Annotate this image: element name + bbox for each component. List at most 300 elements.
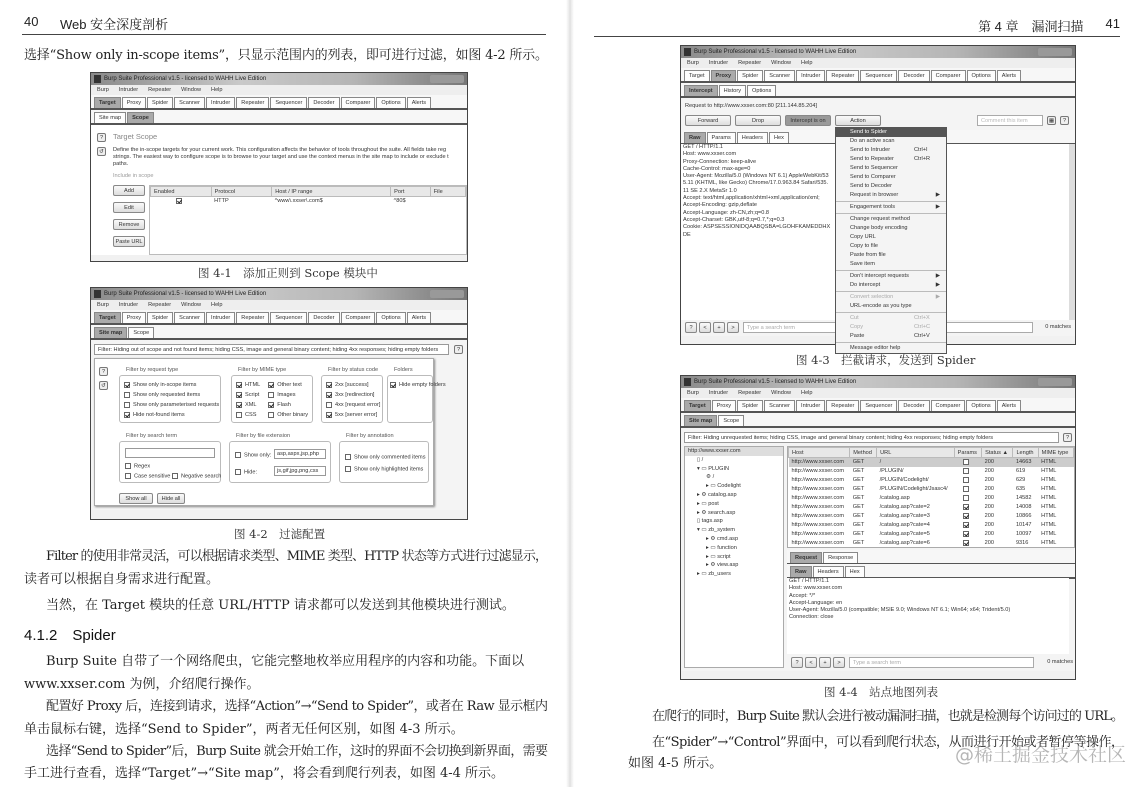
table-row[interactable] [789, 494, 1074, 503]
tab-comparer[interactable]: Comparer [341, 97, 376, 108]
menu-item-repeater[interactable]: Repeater [148, 302, 172, 308]
show-all-button[interactable]: Show all [119, 493, 153, 504]
tab-intruder[interactable]: Intruder [206, 312, 235, 323]
folder-icon: ▭ [701, 571, 709, 578]
help-icon[interactable]: ? [454, 345, 463, 354]
tree-node[interactable] [685, 509, 783, 518]
column-header[interactable]: Host [789, 448, 850, 458]
shortcut-label: Ctrl+R [914, 156, 931, 162]
filter-option[interactable] [326, 390, 378, 400]
menu-item-intruder[interactable]: Intruder [118, 302, 139, 308]
tab-proxy[interactable]: Proxy [122, 312, 146, 323]
checkbox[interactable] [124, 412, 130, 418]
checkbox[interactable] [124, 392, 130, 398]
checkbox[interactable] [236, 412, 242, 418]
filter-option[interactable] [236, 380, 268, 390]
mime-cell: HTML [1041, 540, 1057, 546]
menu-item-help[interactable]: Help [211, 302, 223, 308]
params-cell [954, 530, 981, 539]
tab-proxy[interactable]: Proxy [711, 70, 737, 81]
filter-option[interactable] [268, 380, 308, 390]
checkbox[interactable] [326, 402, 332, 408]
negative-search-checkbox[interactable] [172, 473, 178, 479]
tab-scanner[interactable]: Scanner [174, 312, 205, 323]
option-label: 3xx [redirection] [335, 392, 375, 398]
window-controls[interactable] [430, 75, 464, 83]
expand-arrow-icon[interactable]: ▸ [697, 509, 702, 516]
tab-spider[interactable]: Spider [147, 312, 173, 323]
column-header[interactable]: Host / IP range [272, 187, 391, 197]
tab-alerts[interactable]: Alerts [407, 312, 431, 323]
submenu-arrow-icon: ▶ [935, 192, 940, 198]
context-menu-item-save-item[interactable] [836, 260, 946, 269]
checkbox[interactable] [236, 382, 242, 388]
tab-decoder[interactable]: Decoder [898, 70, 929, 81]
menu-item-intruder[interactable]: Intruder [708, 390, 729, 396]
menu-item-repeater[interactable]: Repeater [148, 87, 172, 93]
help-button[interactable]: ? [685, 322, 697, 333]
scrollbar[interactable] [1069, 144, 1075, 320]
restore-defaults-icon[interactable]: ↺ [97, 147, 106, 156]
expand-arrow-icon[interactable]: ▸ [706, 562, 711, 569]
menu-item-intruder[interactable]: Intruder [708, 60, 729, 66]
tab-options[interactable]: Options [747, 85, 776, 96]
column-header[interactable]: Length [1013, 448, 1038, 458]
tab-hex[interactable]: Hex [769, 132, 789, 143]
tab-proxy[interactable]: Proxy [122, 97, 146, 108]
menu-item-help[interactable]: Help [211, 87, 223, 93]
checkbox[interactable] [390, 382, 396, 388]
filter-option[interactable] [326, 400, 381, 410]
tab-scope[interactable]: Scope [128, 327, 154, 338]
edit-button[interactable]: Edit [113, 202, 145, 213]
tab-proxy[interactable]: Proxy [712, 400, 736, 411]
filter-option[interactable] [236, 410, 268, 420]
regex-checkbox[interactable] [125, 463, 131, 469]
table-row[interactable] [789, 512, 1074, 521]
table-row[interactable] [789, 467, 1074, 476]
restore-icon[interactable]: ↺ [99, 381, 108, 390]
sub-tabs [681, 413, 1075, 428]
comment-input[interactable]: Comment this item [977, 115, 1043, 126]
tree-node[interactable] [685, 473, 783, 482]
tree-node[interactable] [685, 447, 783, 456]
filter-option[interactable] [124, 380, 216, 390]
hide-input[interactable]: js,gif,jpg,png,css [274, 466, 326, 476]
intercept-toggle-button[interactable]: Intercept is on [785, 115, 831, 126]
menu-item-label: Paste from file [850, 252, 886, 258]
host-cell: http://www.xxser.com [791, 531, 845, 537]
case-sensitive-checkbox[interactable] [125, 473, 131, 479]
option-label: HTML [245, 382, 261, 388]
menu-item-label: Message editor help [850, 345, 901, 351]
filter-bar[interactable]: Filter: Hiding out of scope and not found items; hiding CSS, image and general binary content; hiding 4xx responses; hiding empty folders [94, 344, 449, 355]
tab-hex[interactable]: Hex [845, 566, 865, 577]
search-term-input[interactable] [125, 448, 215, 458]
help-icon[interactable]: ? [1063, 433, 1072, 442]
method-cell: GET [852, 477, 865, 483]
context-menu-item-do-an-active-scan[interactable] [836, 137, 946, 146]
group-search-term [119, 433, 222, 483]
filter-option[interactable] [268, 400, 308, 410]
menu-item-burp[interactable]: Burp [97, 302, 109, 308]
raw-request-editor[interactable] [787, 578, 1069, 654]
window-controls[interactable] [1038, 378, 1072, 386]
menu-item-repeater[interactable]: Repeater [738, 60, 762, 66]
next-button[interactable]: > [727, 322, 739, 333]
checkbox[interactable] [268, 382, 274, 388]
table-row[interactable] [789, 458, 1074, 467]
enabled-checkbox[interactable] [176, 198, 182, 204]
status-cell: 200 [984, 513, 994, 519]
expand-arrow-icon[interactable]: ▸ [706, 544, 711, 551]
menu-item-help[interactable]: Help [801, 60, 813, 66]
highlighted-label: Show only highlighted items [354, 466, 424, 473]
drop-button[interactable]: Drop [735, 115, 781, 126]
group-title: Filter by MIME type [238, 367, 287, 373]
commented-label: Show only commented items [354, 454, 426, 461]
checkbox[interactable] [326, 392, 332, 398]
running-header [978, 16, 1120, 35]
tab-decoder[interactable]: Decoder [308, 97, 339, 108]
table-row[interactable] [789, 485, 1074, 494]
tab-params[interactable]: Params [707, 132, 736, 143]
tree-node[interactable] [685, 491, 783, 500]
request-line: Cookie: ASPSESSIONIDQAABQSBA=LGOHFKAMEDDHXDE [683, 224, 831, 238]
search-input[interactable]: Type a search term [849, 657, 1034, 668]
menu-item-burp[interactable]: Burp [687, 390, 699, 396]
context-menu-item-change-request-method[interactable] [836, 215, 946, 224]
tab-sequencer[interactable]: Sequencer [270, 312, 307, 323]
layout-icon[interactable]: ▦ [1048, 118, 1055, 124]
url-cell: /PLUGIN/Codelight/ [879, 477, 929, 483]
action-button[interactable]: Action [835, 115, 881, 126]
expand-arrow-icon[interactable]: ▸ [706, 553, 711, 560]
option-label: Show only requested items [133, 392, 201, 398]
tab-spider[interactable]: Spider [737, 400, 763, 411]
params-checkbox [963, 459, 969, 465]
window-controls[interactable] [430, 290, 464, 298]
tab-response[interactable]: Response [823, 552, 858, 563]
checkbox[interactable] [326, 412, 332, 418]
expand-arrow-icon[interactable]: ▸ [697, 571, 702, 578]
column-header[interactable]: URL [877, 448, 955, 458]
tree-node[interactable] [685, 544, 783, 553]
menu-item-label: Do intercept [850, 282, 881, 288]
tree-node[interactable] [685, 456, 783, 465]
context-menu-item-copy-to-file[interactable] [836, 242, 946, 251]
tree-node[interactable] [685, 482, 783, 491]
sub-tabs [91, 110, 467, 125]
menu-item-repeater[interactable]: Repeater [738, 390, 762, 396]
context-menu-item-convert-selection[interactable] [836, 293, 946, 302]
checkbox[interactable] [268, 402, 274, 408]
tab-repeater[interactable]: Repeater [826, 400, 859, 411]
tab-comparer[interactable]: Comparer [341, 312, 376, 323]
column-header[interactable]: Enabled [151, 187, 212, 197]
params-cell [954, 494, 981, 503]
highlighted-checkbox[interactable] [345, 466, 351, 472]
tab-alerts[interactable]: Alerts [997, 70, 1021, 81]
expand-arrow-icon[interactable]: ▸ [706, 535, 711, 542]
tree-node[interactable] [685, 526, 783, 535]
context-menu-item-send-to-spider[interactable] [836, 128, 946, 137]
context-menu-item-paste[interactable] [836, 332, 946, 341]
tab-sequencer[interactable]: Sequencer [270, 97, 307, 108]
filter-option[interactable] [236, 390, 268, 400]
filter-option[interactable] [268, 410, 308, 420]
tab-sequencer[interactable]: Sequencer [860, 70, 897, 81]
tree-node[interactable] [685, 500, 783, 509]
column-header[interactable]: File [430, 187, 465, 197]
checkbox[interactable] [268, 412, 274, 418]
sitemap-table [787, 446, 1075, 548]
tab-alerts[interactable]: Alerts [997, 400, 1021, 411]
context-menu-item-copy[interactable] [836, 323, 946, 332]
previous-button[interactable]: < [805, 657, 817, 668]
burp-logo-icon [684, 378, 691, 386]
window-title: Burp Suite Professional v1.5 - licensed to WAHH Live Edition [694, 379, 857, 385]
filter-option[interactable] [326, 410, 378, 420]
tab-headers[interactable]: Headers [737, 132, 768, 143]
context-menu [835, 127, 947, 354]
context-menu-item-send-to-sequencer[interactable] [836, 164, 946, 173]
menu-item-window[interactable]: Window [181, 302, 202, 308]
mime-cell: HTML [1041, 531, 1057, 537]
filter-option[interactable] [236, 400, 268, 410]
group-file-extension [229, 433, 331, 483]
menu-item-window[interactable]: Window [771, 60, 792, 66]
commented-checkbox[interactable] [345, 454, 351, 460]
tab-request[interactable]: Request [790, 552, 822, 563]
tree-node[interactable] [685, 517, 783, 526]
file-icon: ▯ [697, 456, 702, 463]
column-header[interactable]: Method [850, 448, 877, 458]
url-cell: /catalog.asp?cate=5 [879, 531, 930, 537]
column-header[interactable]: MIME type [1038, 448, 1073, 458]
tab-spider[interactable]: Spider [147, 97, 173, 108]
add-button[interactable]: + [713, 322, 725, 333]
tree-node[interactable] [685, 553, 783, 562]
tree-node-label: cmd.asp [716, 535, 739, 542]
table-row[interactable] [789, 530, 1074, 539]
checkbox[interactable] [236, 392, 242, 398]
tab-site-map[interactable]: Site map [94, 112, 126, 123]
tab-raw[interactable]: Raw [790, 566, 812, 577]
host-cell: http://www.xxser.com [791, 522, 845, 528]
status-cell: 200 [984, 540, 994, 546]
help-icon[interactable]: ? [1060, 116, 1069, 125]
menu-item-burp[interactable]: Burp [687, 60, 699, 66]
tab-comparer[interactable]: Comparer [931, 400, 966, 411]
filter-option[interactable] [124, 410, 216, 420]
status-cell: 200 [984, 531, 994, 537]
remove-button[interactable]: Remove [113, 219, 145, 230]
tab-options[interactable]: Options [376, 97, 405, 108]
tab-decoder[interactable]: Decoder [308, 312, 339, 323]
tab-intruder[interactable]: Intruder [796, 70, 825, 81]
menu-item-burp[interactable]: Burp [97, 87, 109, 93]
context-menu-item-don-t-intercept-requests[interactable] [836, 272, 946, 281]
tab-intruder[interactable]: Intruder [206, 97, 235, 108]
context-menu-item-engagement-tools[interactable] [836, 203, 946, 212]
tab-repeater[interactable]: Repeater [826, 70, 859, 81]
context-menu-item-url-encode-as-you-type[interactable] [836, 302, 946, 311]
help-icon[interactable]: ? [97, 133, 106, 142]
mime-cell: HTML [1041, 468, 1057, 474]
group-title: Filter by annotation [346, 433, 394, 439]
mime-cell: HTML [1041, 486, 1057, 492]
tab-target[interactable]: Target [94, 312, 121, 323]
checkbox[interactable] [124, 382, 130, 388]
figure-caption: 图 4-3 拦截请求，发送到 Spider [796, 353, 976, 367]
context-menu-item-change-body-encoding[interactable] [836, 224, 946, 233]
tab-site-map[interactable]: Site map [684, 415, 717, 426]
add-button[interactable]: Add [113, 185, 145, 196]
table-row[interactable] [789, 521, 1074, 530]
tab-headers[interactable]: Headers [813, 566, 844, 577]
hide-all-button[interactable]: Hide all [157, 493, 185, 504]
forward-button[interactable]: Forward [685, 115, 731, 126]
tab-scanner[interactable]: Scanner [764, 400, 795, 411]
tab-repeater[interactable]: Repeater [236, 97, 269, 108]
column-header[interactable]: Port [391, 187, 431, 197]
filter-option[interactable] [390, 380, 446, 390]
table-row[interactable] [151, 197, 466, 206]
context-menu-item-send-to-decoder[interactable] [836, 182, 946, 191]
tab-scanner[interactable]: Scanner [764, 70, 795, 81]
table-row[interactable] [789, 476, 1074, 485]
menu-item-label: Don't intercept requests [850, 273, 909, 279]
menu-item-window[interactable]: Window [181, 87, 202, 93]
folder-icon: ▭ [710, 483, 718, 490]
tab-decoder[interactable]: Decoder [898, 400, 929, 411]
window-controls[interactable] [1038, 48, 1072, 56]
filter-option[interactable] [326, 380, 378, 390]
case-sensitive-label: Case sensitive [134, 473, 171, 480]
message-tabs [787, 550, 1075, 565]
params-checkbox [963, 477, 969, 483]
title-bar [681, 376, 1075, 388]
table-row[interactable] [789, 503, 1074, 512]
hide-checkbox[interactable] [235, 469, 241, 475]
previous-button[interactable]: < [699, 322, 711, 333]
tab-comparer[interactable]: Comparer [931, 70, 966, 81]
checkbox[interactable] [268, 392, 274, 398]
params-cell [954, 458, 981, 467]
tab-options[interactable]: Options [966, 400, 995, 411]
next-button[interactable]: > [833, 657, 845, 668]
menu-item-help[interactable]: Help [801, 390, 813, 396]
checkbox[interactable] [124, 402, 130, 408]
tab-site-map[interactable]: Site map [94, 327, 127, 338]
tab-raw[interactable]: Raw [684, 132, 706, 143]
column-header[interactable]: Params [954, 448, 981, 458]
show-only-input[interactable]: asp,aspx,jsp,php [274, 449, 326, 459]
table-row[interactable] [789, 539, 1074, 548]
paste-url-button[interactable]: Paste URL [113, 236, 145, 247]
menu-item-intruder[interactable]: Intruder [118, 87, 139, 93]
tree-node[interactable] [685, 465, 783, 474]
context-menu-item-send-to-comparer[interactable] [836, 173, 946, 182]
tab-scanner[interactable]: Scanner [174, 97, 205, 108]
search-input[interactable]: Type a search term [743, 322, 1033, 333]
status-cell: 200 [984, 468, 994, 474]
section-heading: 4.1.2 Spider [24, 627, 116, 644]
context-menu-item-cut[interactable] [836, 314, 946, 323]
tab-scope[interactable]: Scope [718, 415, 744, 426]
folder-icon: ▭ [710, 544, 718, 551]
filter-option[interactable] [124, 400, 220, 410]
gear-icon: ⚙ [710, 535, 717, 542]
group-status-code [321, 367, 383, 423]
expand-arrow-icon[interactable]: ▾ [697, 527, 702, 534]
checkbox[interactable] [326, 382, 332, 388]
tab-intercept[interactable]: Intercept [684, 85, 718, 96]
folder-icon: ▭ [701, 465, 709, 472]
option-label: Flash [277, 402, 291, 408]
column-header[interactable]: Status ▲ [982, 448, 1013, 458]
tree-node[interactable] [685, 570, 783, 579]
tab-target[interactable]: Target [684, 400, 711, 411]
checkbox[interactable] [236, 402, 242, 408]
filter-bar[interactable]: Filter: Hiding unrequested items; hiding CSS, image and general binary content; hiding 4xx responses; hiding empty folders [684, 432, 1059, 443]
context-menu-item-send-to-repeater[interactable] [836, 155, 946, 164]
expand-arrow-icon[interactable]: ▸ [697, 500, 702, 507]
tab-alerts[interactable]: Alerts [407, 97, 431, 108]
expand-arrow-icon[interactable]: ▸ [706, 483, 711, 490]
tab-options[interactable]: Options [967, 70, 996, 81]
tab-target[interactable]: Target [684, 70, 710, 81]
help-button[interactable]: ? [791, 657, 803, 668]
tab-history[interactable]: History [719, 85, 746, 96]
show-only-checkbox[interactable] [235, 452, 241, 458]
paragraph-control-2: 如图 4-5 所示。 [628, 756, 723, 771]
filter-option[interactable] [124, 390, 216, 400]
context-menu-item-send-to-intruder[interactable] [836, 146, 946, 155]
method-cell: GET [852, 495, 865, 501]
params-checkbox [963, 486, 969, 492]
context-menu-item-do-intercept[interactable] [836, 281, 946, 290]
tab-scope[interactable]: Scope [127, 112, 154, 123]
group-title: Filter by file extension [236, 433, 291, 439]
tree-node[interactable] [685, 535, 783, 544]
expand-arrow-icon[interactable]: ▸ [697, 491, 702, 498]
expand-arrow-icon[interactable]: ▾ [697, 465, 702, 472]
option-label: 5xx [server error] [335, 412, 378, 418]
context-menu-item-paste-from-file[interactable] [836, 251, 946, 260]
tree-node[interactable] [685, 561, 783, 570]
option-label: 2xx [success] [335, 382, 369, 388]
filter-option[interactable] [268, 390, 308, 400]
option-label: Script [245, 392, 260, 398]
tab-target[interactable]: Target [94, 97, 121, 108]
tab-intruder[interactable]: Intruder [796, 400, 825, 411]
tab-repeater[interactable]: Repeater [236, 312, 269, 323]
menu-item-label: Engagement tools [850, 204, 896, 210]
tab-options[interactable]: Options [376, 312, 405, 323]
match-count: 0 matches [1047, 659, 1073, 665]
column-header[interactable]: Protocol [211, 187, 272, 197]
tab-sequencer[interactable]: Sequencer [860, 400, 897, 411]
add-button[interactable]: + [819, 657, 831, 668]
menu-item-window[interactable]: Window [771, 390, 792, 396]
tab-spider[interactable]: Spider [737, 70, 763, 81]
help-icon[interactable]: ? [99, 367, 108, 376]
context-menu-item-request-in-browser[interactable] [836, 191, 946, 200]
status-cell: 200 [984, 495, 994, 501]
context-menu-item-copy-url[interactable] [836, 233, 946, 242]
